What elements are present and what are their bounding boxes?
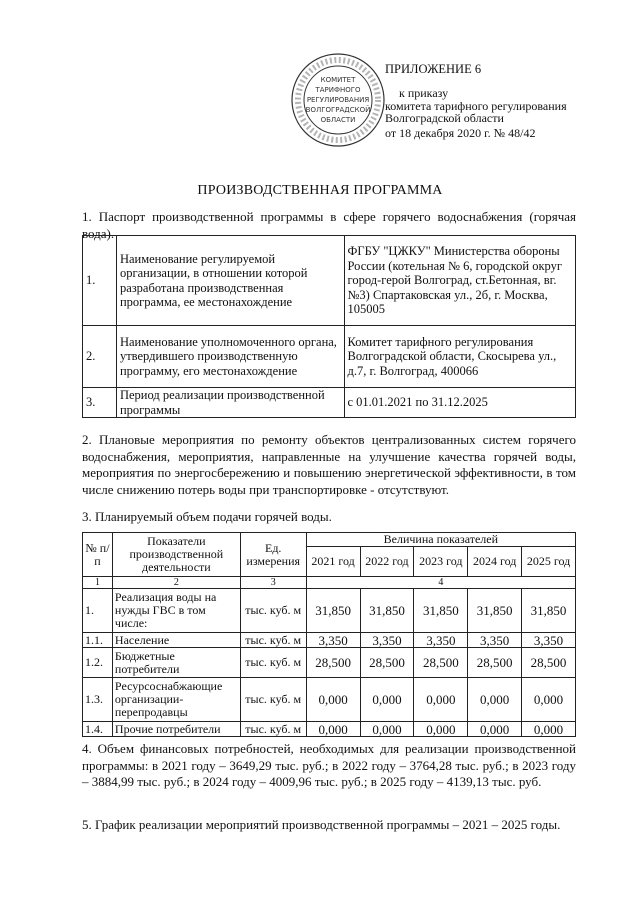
col-header-year: 2024 год <box>468 547 522 577</box>
table-header-row <box>83 533 576 547</box>
row-indicator: Ресурсоснабжающие организации-перепродавцы <box>112 678 240 722</box>
row-value: 3,350 <box>414 633 468 648</box>
col-header-indicator: Показатели производственной деятельности <box>112 533 240 577</box>
round-seal-stamp <box>290 52 386 148</box>
row-number: 1.4. <box>83 722 113 737</box>
row-unit: тыс. куб. м <box>240 722 306 737</box>
row-label: Наименование регулируемой организации, в отношении которой разработана производственная программа, ее местонахождение <box>116 236 344 326</box>
svg-text:КОМИТЕТ: КОМИТЕТ <box>320 76 356 84</box>
section5-text: 5. График реализации мероприятий производственной программы – 2021 – 2025 годы. <box>82 817 561 832</box>
row-unit: тыс. куб. м <box>240 678 306 722</box>
table-row <box>83 678 576 722</box>
row-value: 3,350 <box>306 633 360 648</box>
row-number: 3. <box>83 388 117 418</box>
svg-text:ВОЛГОГРАДСКОЙ: ВОЛГОГРАДСКОЙ <box>305 106 371 114</box>
row-value: 0,000 <box>522 722 576 737</box>
row-value: 0,000 <box>468 722 522 737</box>
row-value: 0,000 <box>522 678 576 722</box>
row-indicator: Бюджетные потребители <box>112 648 240 678</box>
page-title: ПРОИЗВОДСТВЕННАЯ ПРОГРАММА <box>197 183 443 198</box>
row-value: 31,850 <box>468 589 522 633</box>
header-line-3: Волгоградской области <box>385 111 504 125</box>
row-value: с 01.01.2021 по 31.12.2025 <box>344 388 576 418</box>
row-value: 0,000 <box>306 678 360 722</box>
appendix-label: ПРИЛОЖЕНИЕ 6 <box>385 62 482 76</box>
table-row <box>83 633 576 648</box>
col-header-year: 2021 год <box>306 547 360 577</box>
row-label: Наименование уполномоченного органа, утвердившего производственную программу, его местонахождение <box>116 326 344 388</box>
section1-heading: 1. Паспорт производственной программы в сфере горячего водоснабжения (горячая вода). <box>82 209 576 241</box>
row-value: 31,850 <box>306 589 360 633</box>
row-number: 1.2. <box>83 648 113 678</box>
row-value: 28,500 <box>522 648 576 678</box>
section2-text: 2. Плановые мероприятия по ремонту объектов централизованных систем горячего водоснабжения, мероприятия, направленные на улучшение качества горячей воды, мероприятия по энергосбережению и повышению энергетической эффективности, в том числе снижению потерь воды при транспортировке - отсутствуют. <box>82 432 576 497</box>
col-header-year: 2025 год <box>522 547 576 577</box>
col-header-unit: Ед. измерения <box>240 533 306 577</box>
header-line-4: от 18 декабря 2020 г. № 48/42 <box>385 126 536 140</box>
row-number: 1. <box>83 236 117 326</box>
row-value: 0,000 <box>414 722 468 737</box>
table-row <box>83 388 576 418</box>
row-unit: тыс. куб. м <box>240 633 306 648</box>
row-value: 31,850 <box>522 589 576 633</box>
row-number: 2. <box>83 326 117 388</box>
column-number: 3 <box>240 577 306 589</box>
row-value: Комитет тарифного регулирования Волгоградской области, Скосырева ул., д.7, г. Волгоград, 400066 <box>344 326 576 388</box>
column-number-row <box>83 577 576 589</box>
column-number: 2 <box>112 577 240 589</box>
row-label: Период реализации производственной программы <box>116 388 344 418</box>
section4-text: 4. Объем финансовых потребностей, необходимых для реализации производственной программы: в 2021 году – 3649,29 тыс. руб.; в 2022 году – 3764,28 тыс. руб.; в 2023 году – 3884,99 тыс. руб.; в 2024 году – 4009,96 тыс. руб.; в 2025 году – 4139,13 тыс. руб. <box>82 741 576 789</box>
row-value: 31,850 <box>414 589 468 633</box>
row-value: 0,000 <box>360 678 414 722</box>
row-value: 0,000 <box>306 722 360 737</box>
row-unit: тыс. куб. м <box>240 589 306 633</box>
svg-text:ОБЛАСТИ: ОБЛАСТИ <box>320 116 356 124</box>
row-value: 31,850 <box>360 589 414 633</box>
row-indicator: Прочие потребители <box>112 722 240 737</box>
row-value: 28,500 <box>360 648 414 678</box>
table-row <box>83 326 576 388</box>
row-value: 0,000 <box>468 678 522 722</box>
row-number: 1.3. <box>83 678 113 722</box>
table-row <box>83 648 576 678</box>
col-header-year: 2022 год <box>360 547 414 577</box>
row-number: 1. <box>83 589 113 633</box>
section3-heading: 3. Планируемый объем подачи горячей воды. <box>82 509 332 524</box>
volume-table <box>82 532 576 737</box>
row-number: 1.1. <box>83 633 113 648</box>
col-header-year: 2023 год <box>414 547 468 577</box>
row-value: 0,000 <box>360 722 414 737</box>
row-indicator: Население <box>112 633 240 648</box>
column-number: 1 <box>83 577 113 589</box>
header-line-2: комитета тарифного регулирования <box>385 99 567 113</box>
column-number: 4 <box>306 577 575 589</box>
row-value: 0,000 <box>414 678 468 722</box>
svg-text:РЕГУЛИРОВАНИЯ: РЕГУЛИРОВАНИЯ <box>306 96 370 104</box>
svg-text:ТАРИФНОГО: ТАРИФНОГО <box>315 86 361 94</box>
row-value: 28,500 <box>468 648 522 678</box>
row-value: 3,350 <box>468 633 522 648</box>
row-value: 28,500 <box>414 648 468 678</box>
row-unit: тыс. куб. м <box>240 648 306 678</box>
row-indicator: Реализация воды на нужды ГВС в том числе: <box>112 589 240 633</box>
table-row <box>83 589 576 633</box>
row-value: 3,350 <box>522 633 576 648</box>
table-row <box>83 722 576 737</box>
row-value: 28,500 <box>306 648 360 678</box>
row-value: 3,350 <box>360 633 414 648</box>
passport-table <box>82 235 576 418</box>
table-row <box>83 236 576 326</box>
col-header-values-group: Величина показателей <box>306 533 575 547</box>
header-line-1: к приказу <box>399 86 449 100</box>
col-header-num: № п/п <box>83 533 113 577</box>
row-value: ФГБУ "ЦЖКУ" Министерства обороны России (котельная № 6, городской округ город-герой Волгоград, ст.Бетонная, вг. №3) Спартаковская ул., 2б, г. Москва, 105005 <box>344 236 576 326</box>
